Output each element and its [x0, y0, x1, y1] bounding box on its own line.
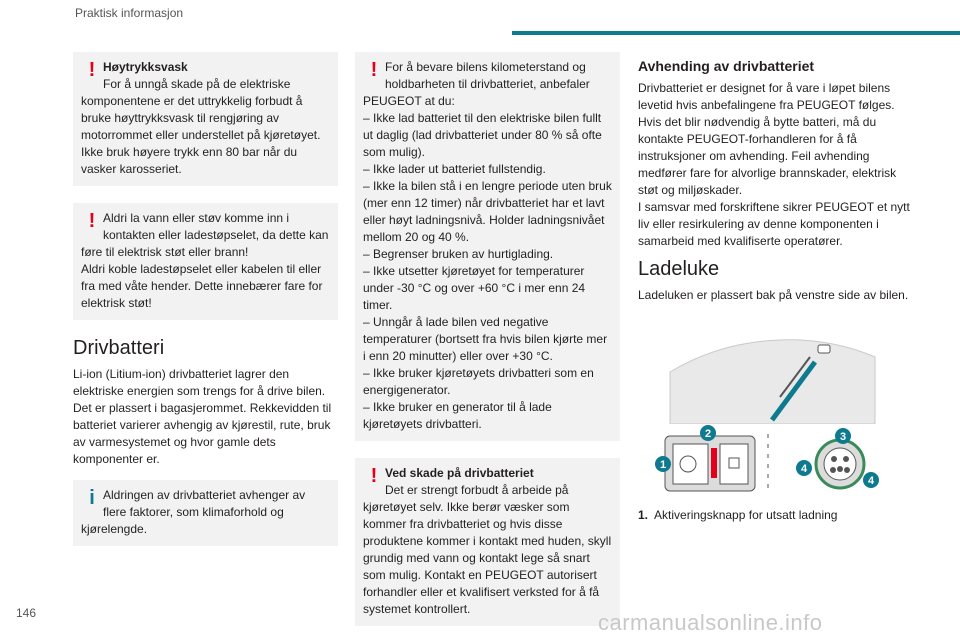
callout-3 [835, 428, 851, 444]
warning-box-pressure-wash [73, 52, 338, 186]
callout-2 [700, 425, 716, 441]
svg-text:1: 1 [659, 459, 667, 471]
svg-text:4: 4 [867, 475, 875, 487]
charging-flap-icon [818, 345, 830, 353]
section-heading: Ladeluke [638, 258, 720, 280]
callout-4-left [796, 460, 812, 476]
warning-text: Aldri koble ladestøpselet eller kabelen til eller fra med våte hender. Dette innebærer fare for elektrisk støt! [81, 262, 323, 310]
warning-text: Aldri la vann eller støv komme inn i kontakten eller ladestøpselet, da dette kan føre til elektrisk støt eller brann! [81, 211, 329, 259]
subsection-heading: Avhending av drivbatteriet [638, 58, 815, 74]
body-paragraph: Ladeluken er plassert bak på venstre side av bilen. [638, 288, 909, 302]
warning-box-battery-care [355, 52, 620, 441]
svg-text:4: 4 [800, 463, 808, 475]
list-item: – Ikke la bilen stå i en lengre periode uten bruk (mer enn 12 timer) når drivbatteriet har et lavt eller høyt ladningsnivå. Holder ladningsnivået mellom 20 og 40 %. [363, 179, 612, 244]
warning-box-battery-damage [355, 458, 620, 626]
column-middle [355, 52, 620, 643]
warning-icon: ! [370, 59, 378, 81]
running-header: Praktisk informasjon [75, 6, 184, 20]
callout-1 [655, 456, 671, 472]
header-accent-bar [512, 31, 960, 35]
body-paragraph: I samsvar med forskriftene sikrer PEUGEOT et nytt liv eller resirkulering av denne komponenten i samarbeid med kvalifiserte operatører. [638, 200, 910, 248]
list-item: – Ikke bruker kjøretøyets drivbatteri som en energigenerator. [363, 366, 594, 397]
warning-icon: ! [88, 59, 96, 81]
warning-intro: For å bevare bilens kilometerstand og holdbarheten til drivbatteriet, anbefaler PEUGEOT at du: [363, 60, 590, 108]
list-item: – Ikke lader ut batteriet fullstendig. [363, 162, 546, 176]
list-item: – Ikke utsetter kjøretøyet for temperaturer under -30 °C og over +60 °C i mer enn 24 timer. [363, 264, 586, 312]
body-paragraph: Drivbatteriet er designet for å vare i løpet bilens levetid hvis anbefalingene fra PEUGEOT følges. Hvis det blir nødvendig å bytte batteri, må du kontakte PEUGEOT-forhandleren for å få instruksjoner om avhending. Feil avhending medfører fare for alvorlige brannskader, elektrisk støt og miljøskader. [638, 81, 897, 197]
legend-number: 1. [638, 508, 649, 522]
charging-socket-illustration [653, 424, 883, 496]
warning-icon: ! [370, 465, 378, 487]
list-item: – Ikke lad batteriet til den elektriske bilen fullt ut daglig (lad drivbatteriet under 80 % så ofte som mulig). [363, 111, 602, 159]
page-number: 146 [16, 606, 37, 620]
legend-text: Aktiveringsknapp for utsatt ladning [654, 508, 838, 522]
warning-box-water [73, 203, 338, 320]
column-right [638, 52, 913, 312]
warning-title: Ved skade på drivbatteriet [385, 466, 534, 480]
watermark: carmanualsonline.info [598, 610, 823, 635]
list-item: – Begrenser bruken av hurtiglading. [363, 247, 554, 261]
info-box [73, 480, 338, 546]
callout-4-right [863, 472, 879, 488]
svg-text:2: 2 [704, 428, 712, 440]
car-rear-illustration [660, 312, 885, 424]
warning-text: For å unngå skade på de elektriske komponentene er det uttrykkelig forbudt å bruke høyttrykksvask til rengjøring av motorrommet eller understellet på kjøretøyet. Ikke bruk høyere trykk enn 80 bar når du vasker karosseriet. [81, 77, 321, 176]
section-heading: Drivbatteri [73, 337, 165, 359]
column-left [73, 52, 338, 563]
info-text: Aldringen av drivbatteriet avhenger av flere faktorer, som klimaforhold og kjørelengde. [81, 488, 306, 536]
figure-legend [638, 507, 837, 524]
info-icon: i [89, 487, 95, 509]
warning-title: Høytrykksvask [103, 60, 188, 74]
warning-icon: ! [88, 210, 96, 232]
svg-text:3: 3 [839, 431, 847, 443]
warning-text: Det er strengt forbudt å arbeide på kjøretøyet selv. Ikke berør væsker som kommer fra drivbatteriet og hvis disse produktene kommer i kontakt med huden, skyll grundig med vann og kontakt lege så snart som mulig. Kontakt en PEUGEOT autorisert forhandler eller et kvalifisert verksted for å få systemet kontrollert. [363, 483, 612, 616]
list-item: – Unngår å lade bilen ved negative temperaturer (bortsett fra hvis bilen kjørte mer i enn 20 minutter) eller over +30 °C. [363, 315, 608, 363]
list-item: – Ikke bruker en generator til å lade kjøretøyets drivbatteri. [363, 400, 552, 431]
body-paragraph: Li-ion (Litium-ion) drivbatteriet lagrer den elektriske energien som trengs for å drive bilen. Det er plassert i bagasjerommet. Rekkevidden til batteriet varierer avhengig av kjørestil, rute, bruk av varmesystemet og hvor gamle dets komponenter er. [73, 367, 332, 466]
